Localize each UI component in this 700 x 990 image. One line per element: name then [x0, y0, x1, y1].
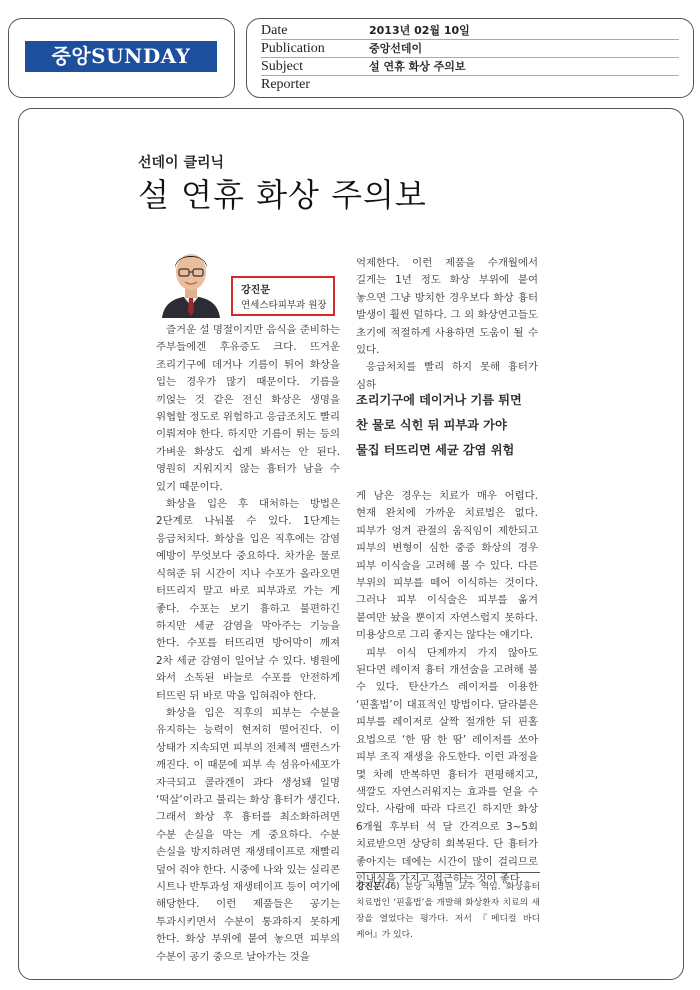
pull-quote	[356, 388, 540, 463]
author-bio	[356, 879, 540, 943]
paragraph: 화상을 입은 직후의 피부는 수분을 유지하는 능력이 현저히 떨어진다. 이 상태가 지속되면 피부의 전체적 밸런스가 깨진다. 이 때문에 피부 속 섬유아세포가 자극되고 콜라겐이 과다 생성돼 일명 ‘떡살’이라고 불리는 화상 흉터가 생긴다. 그래서 화상 후 흉터를 최소화하려면 수분 손실을 막는 게 중요하다. 수분 손실을 방지하려면 재생테이프로 재빨리 덮어 줘야 한다. 시중에 나와 있는 실리콘 시트나 반투과성 재생테이프 등이 여기에 해당한다. 이런 제품들은 공기는 투과시키면서 수분이 통과하지 못하게 한다. 화상 부위에 붙여 놓으면 피부의 수분이 공기 중으로 날아가는 것을	[156, 706, 340, 963]
meta-row-reporter	[261, 76, 679, 94]
metadata-panel	[246, 18, 694, 98]
logo-panel	[8, 18, 235, 98]
article-panel	[18, 108, 684, 980]
pull-quote-line: 조리기구에 데이거나 기름 튀면	[356, 393, 522, 407]
bio-name: 강진문	[356, 882, 382, 892]
paragraph: 응급처치를 빨리 하지 못해 흉터가 심하	[356, 361, 538, 391]
meta-label: Date	[261, 23, 288, 38]
paragraph: 즐거운 설 명절이지만 음식을 준비하는 주부들에겐 후유증도 크다. 뜨거운 조리기구에 데거나 기름이 튀어 화상을 입는 경우가 많기 때문이다. 기름을 끼얹는 것 같은 전신 화상은 생명을 위협할 정도로 위험하고 응급조치도 빨리 이뤄져야 한다. 하지만 기름이 튀는 등의 가벼운 화상도 쉽게 봐서는 안 된다. 영원히 지워지지 않는 흉터가 남을 수 있기 때문이다.	[156, 324, 340, 493]
bio-divider	[356, 872, 540, 873]
paragraph: 피부 이식 단계까지 가지 않아도 된다면 레이저 흉터 개선술을 고려해 볼 수 있다. 탄산가스 레이저를 이용한 ‘핀홀법’이 대표적인 방법이다. 달라붙은 피부를 레이저로 살짝 절개한 뒤 핀홀 요법으로 ‘한 땀 한 땀’ 레이저를 쏘아 피부 조직 재생을 유도한다. 이런 과정을 몇 차례 반복하면 흉터가 편평해지고, 색깔도 자연스러워지는 효과를 얻을 수 있다. 사람에 따라 다르긴 하지만 화상 6개월 후부터 석 달 간격으로 3~5회 치료받으면 상당히 회복된다. 단 흉터가 좋아지는 데에는 시간이 많이 걸리므로 인내심을 가지고 접근하는 것이 좋다.	[356, 646, 538, 885]
pull-quote-line: 물집 터뜨리면 세균 감염 위험	[356, 443, 515, 457]
meta-row-subject	[261, 58, 679, 76]
author-photo-portrait	[156, 240, 226, 318]
author-name: 강진문	[241, 285, 270, 296]
meta-value: 중앙선데이	[369, 42, 423, 55]
paragraph: 게 남은 경우는 치료가 매우 어렵다. 현재 완치에 가까운 치료법은 없다. 피부가 엉겨 관절의 움직임이 제한되고 피부의 변형이 심한 중증 화상의 경우 피부 이식술을 고려해 볼 수 있다. 다른 부위의 피부를 떼어 이식하는 것이다. 그러나 피부 이식술은 피부를 옮겨 붙여만 놨을 뿐이지 자연스럽지 못하다. 미용상으로 그리 좋지는 않다는 얘기다.	[356, 490, 538, 642]
bio-text: (46) 분당 차병원 교수 역임. 화상흉터 치료법인 ‘핀홀법’을 개발해 화상환자 치료의 새 장을 열었다는 평가다. 저서 『메디컬 바디 케어』가 있다.	[356, 882, 540, 940]
meta-value: 2013년 02월 10일	[369, 24, 470, 37]
meta-row-publication	[261, 40, 679, 58]
article-column-2-body	[356, 488, 538, 885]
author-title: 연세스타피부과 원장	[241, 300, 327, 311]
paragraph: 화상을 입은 후 대처하는 방법은 2단계로 나눠볼 수 있다. 1단계는 응급처치다. 화상을 입은 직후에는 감염 예방이 무엇보다 중요하다. 차가운 물로 식혀준 뒤 시간이 지나 수포가 올라오면 터뜨리지 말고 바로 피부과로 가는 게 좋다. 수포는 보기 흉하고 불편하긴 하지만 세균 감염을 막아주는 기능을 한다. 수포를 터뜨리면 방어막이 깨져 2차 세균 감염이 일어날 수 있다. 병원에 와서 소독된 바늘로 수포를 안전하게 터뜨린 뒤 바로 막을 입혀줘야 한다.	[156, 498, 340, 702]
meta-row-date	[261, 22, 679, 40]
article-column-1	[156, 322, 340, 978]
meta-value: 설 연휴 화상 주의보	[369, 60, 466, 73]
author-box	[231, 276, 335, 316]
article-headline: 설 연휴 화상 주의보	[138, 176, 427, 214]
section-label: 선데이 클리닉	[138, 155, 225, 171]
article-column-2-top	[356, 255, 538, 391]
logo-text: 중앙SUNDAY	[51, 44, 191, 68]
paragraph: 억제한다. 이런 제품을 수개월에서 길게는 1년 정도 화상 부위에 붙여 놓으면 그냥 방치한 경우보다 화상 흉터 발생이 훨씬 덜하다. 그 외 화상연고들도 초기에 적절하게 사용하면 도움이 될 수 있다.	[356, 257, 538, 357]
newspaper-logo	[25, 41, 217, 72]
meta-label: Publication	[261, 41, 325, 56]
pull-quote-line: 찬 물로 식힌 뒤 피부과 가야	[356, 418, 507, 432]
meta-label: Subject	[261, 59, 303, 74]
meta-label: Reporter	[261, 77, 310, 92]
